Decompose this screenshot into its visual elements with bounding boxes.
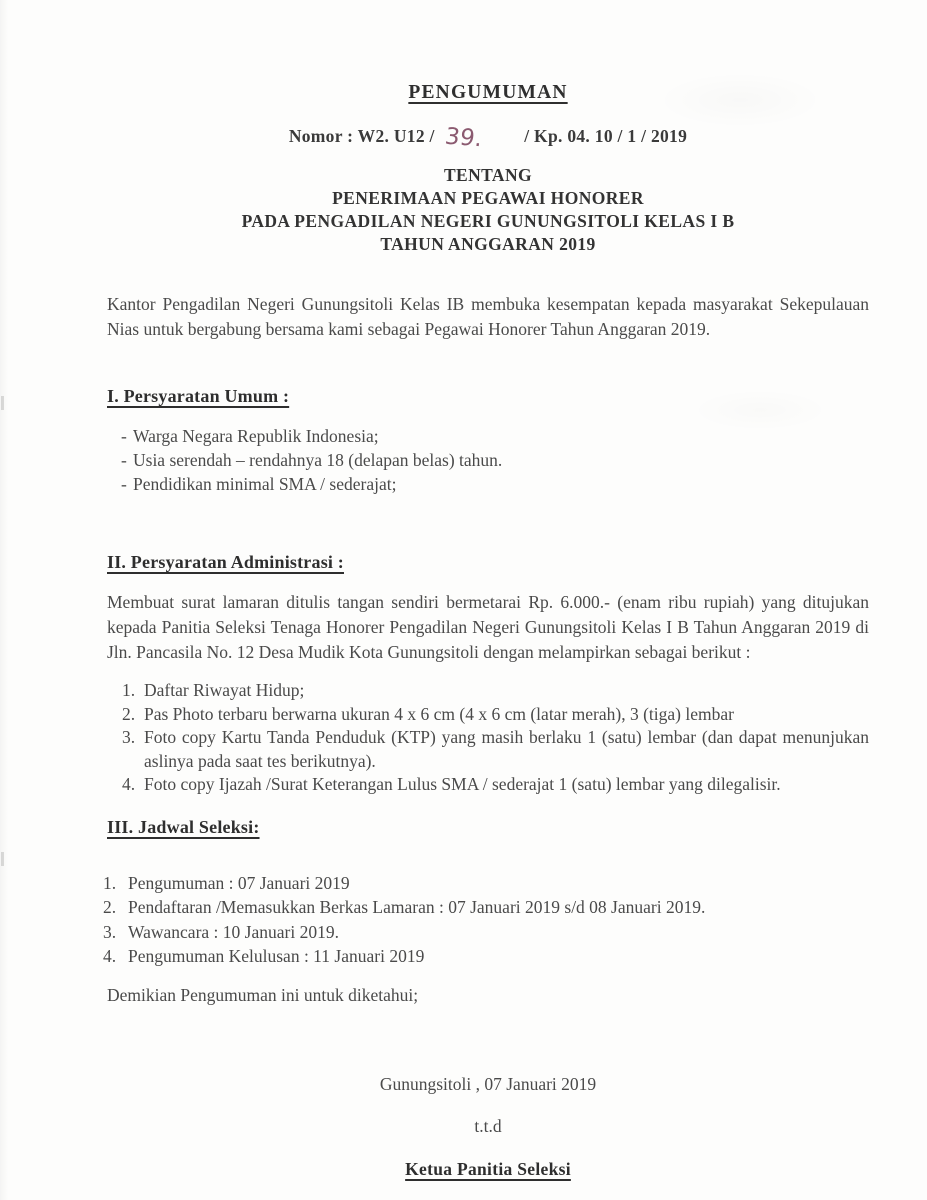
list-item: 1. Daftar Riwayat Hidup; (107, 679, 869, 703)
administrative-requirements-list (107, 679, 869, 797)
dash-bullet: - (121, 450, 127, 470)
section-heading-administrative-requirements: II. Persyaratan Administrasi : (107, 552, 344, 572)
scan-artifact (1, 852, 4, 866)
list-item: - Warga Negara Republik Indonesia; (107, 424, 869, 448)
list-number: 1. (122, 680, 136, 700)
list-number: 2. (103, 897, 117, 917)
list-item: 2. Pas Photo terbaru berwarna ukuran 4 x 6 cm (4 x 6 cm (latar merah), 3 (tiga) lembar (107, 703, 869, 727)
list-item: 4. Pengumuman Kelulusan : 11 Januari 2019 (107, 944, 869, 969)
list-item: 3. Wawancara : 10 Januari 2019. (107, 920, 869, 945)
list-number: 3. (103, 921, 117, 942)
scan-artifact (1, 396, 4, 410)
dash-bullet: - (121, 426, 127, 446)
document-number-line (107, 123, 869, 153)
signature-role: Ketua Panitia Seleksi (405, 1158, 571, 1179)
list-item: 3. Foto copy Kartu Tanda Penduduk (KTP) yang masih berlaku 1 (satu) lembar (dan dapat menunjukan aslinya pada saat tes berikutnya). (107, 726, 869, 773)
closing-paragraph: Demikian Pengumuman ini untuk diketahui; (107, 984, 419, 1005)
subject-line-3: TAHUN ANGGARAN 2019 (380, 234, 596, 254)
general-requirements-list (107, 424, 869, 496)
document-number-suffix: / Kp. 04. 10 / 1 / 2019 (524, 126, 688, 146)
page-title: PENGUMUMAN (408, 82, 568, 103)
subject-line-2: PADA PENGADILAN NEGERI GUNUNGSITOLI KELAS I B (241, 211, 735, 231)
subject-line-1: PENERIMAAN PEGAWAI HONORER (332, 188, 644, 208)
list-number: 1. (103, 872, 117, 893)
document-number-prefix: Nomor : W2. U12 / (288, 126, 435, 146)
selection-schedule-list (103, 871, 869, 969)
signature-place-date: Gunungsitoli , 07 Januari 2019 (379, 1073, 597, 1094)
document-subject (107, 164, 869, 256)
list-number: 2. (122, 703, 136, 724)
list-item: - Usia serendah – rendahnya 18 (delapan belas) tahun. (107, 448, 869, 472)
list-item: 1. Pengumuman : 07 Januari 2019 (107, 871, 869, 896)
section-heading-selection-schedule: III. Jadwal Seleksi: (107, 816, 260, 837)
list-item: 4. Foto copy Ijazah /Surat Keterangan Lulus SMA / sederajat 1 (satu) lembar yang dilegalisir. (107, 773, 869, 797)
section-heading-general-requirements: I. Persyaratan Umum : (107, 386, 290, 406)
list-number: 4. (103, 946, 117, 966)
administrative-requirements-paragraph: Membuat surat lamaran ditulis tangan sendiri bermetarai Rp. 6.000.- (enam ribu rupiah) yang ditujukan kepada Panitia Seleksi Tenaga Honorer Pengadilan Negeri Gunungsitoli Kelas I B Tahun Anggaran 2019 di Jln. Pancasila No. 12 Desa Mudik Kota Gunungsitoli dengan melampirkan sebagai berikut : (107, 592, 869, 662)
subject-tentang: TENTANG (443, 165, 533, 185)
signature-block (107, 1072, 869, 1181)
signature-ttd: t.t.d (474, 1115, 502, 1136)
list-item: 2. Pendaftaran /Memasukkan Berkas Lamaran : 07 Januari 2019 s/d 08 Januari 2019. (107, 895, 869, 920)
list-number: 3. (122, 727, 136, 747)
intro-paragraph: Kantor Pengadilan Negeri Gunungsitoli Kelas IB membuka kesempatan kepada masyarakat Sekepulauan Nias untuk bergabung bersama kami sebagai Pegawai Honorer Tahun Anggaran 2019. (107, 294, 869, 339)
handwritten-number: 39. (442, 123, 484, 153)
dash-bullet: - (121, 474, 127, 494)
list-number: 4. (122, 774, 136, 794)
list-item: - Pendidikan minimal SMA / sederajat; (107, 472, 869, 496)
